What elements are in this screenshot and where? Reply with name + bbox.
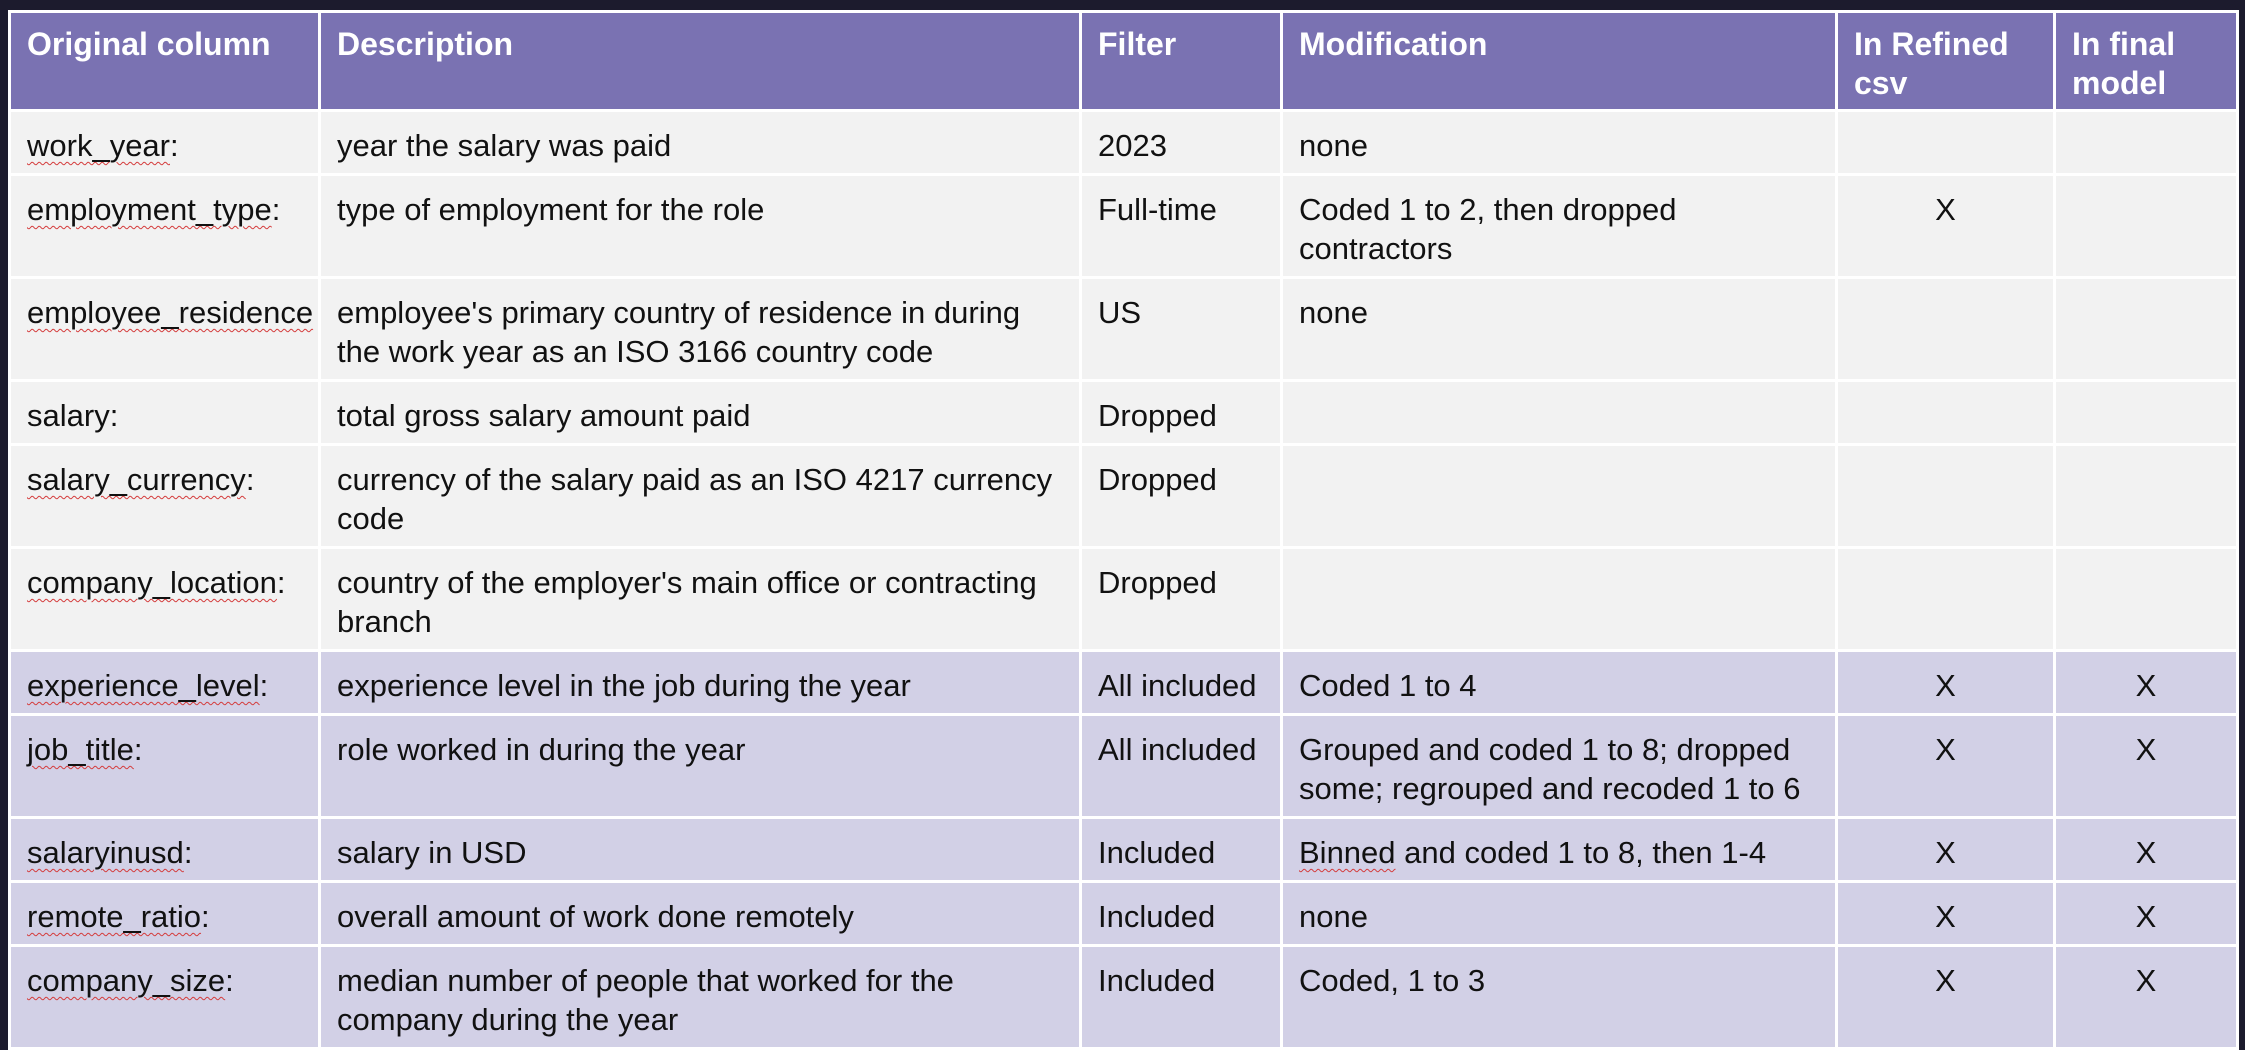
table-row [10,445,2238,548]
cell-column-name [10,651,320,715]
table-row [10,882,2238,946]
cell-modification [1282,651,1837,715]
table-row [10,175,2238,278]
cell-in-final-model [2055,278,2238,381]
header-in-refined-csv: In Refined csv [1837,12,2055,111]
table-row [10,651,2238,715]
header-original-column: Original column [10,12,320,111]
cell-modification [1282,818,1837,882]
cell-in-final-model: X [2055,651,2238,715]
cell-filter: 2023 [1081,111,1282,175]
table-row [10,111,2238,175]
cell-column-name [10,445,320,548]
cell-modification [1282,548,1837,651]
modification-text: none [1299,295,1368,330]
header-in-final-model: In final model [2055,12,2238,111]
modification-lead: Binned [1299,835,1396,870]
cell-modification [1282,882,1837,946]
data-dictionary-table [8,10,2239,1050]
cell-in-final-model [2055,548,2238,651]
cell-in-refined-csv [1837,381,2055,445]
column-name: company_size [27,963,226,998]
column-name: salary_currency [27,462,246,497]
cell-filter: US [1081,278,1282,381]
table-row [10,946,2238,1049]
column-name: employment_type [27,192,272,227]
cell-modification [1282,946,1837,1049]
cell-in-refined-csv: X [1837,175,2055,278]
cell-in-refined-csv [1837,111,2055,175]
header-filter: Filter [1081,12,1282,111]
cell-filter: All included [1081,651,1282,715]
table-row [10,381,2238,445]
column-suffix: : [271,192,281,227]
modification-text: none [1299,128,1368,163]
cell-description: currency of the salary paid as an ISO 4217 currency code [320,445,1081,548]
data-dictionary-slide [8,10,2236,1037]
cell-filter: Dropped [1081,381,1282,445]
cell-filter: Included [1081,946,1282,1049]
modification-text: Grouped and coded 1 to 8; dropped some; regrouped and recoded 1 to 6 [1299,732,1801,806]
cell-description: median number of people that worked for the company during the year [320,946,1081,1049]
column-suffix: : [245,462,255,497]
cell-column-name [10,946,320,1049]
cell-in-final-model: X [2055,882,2238,946]
cell-in-refined-csv: X [1837,651,2055,715]
cell-in-refined-csv [1837,278,2055,381]
header-row [10,12,2238,111]
cell-modification [1282,381,1837,445]
cell-description: country of the employer's main office or contracting branch [320,548,1081,651]
cell-column-name [10,175,320,278]
column-suffix: : [109,398,119,433]
column-name: employee_residence [27,295,314,330]
cell-modification [1282,111,1837,175]
table-row [10,548,2238,651]
cell-description: year the salary was paid [320,111,1081,175]
cell-in-final-model [2055,445,2238,548]
column-name: salary [27,398,110,433]
cell-modification [1282,175,1837,278]
cell-in-final-model: X [2055,818,2238,882]
column-name: experience_level [27,668,260,703]
cell-column-name [10,715,320,818]
cell-in-refined-csv: X [1837,946,2055,1049]
cell-description: type of employment for the role [320,175,1081,278]
column-name: job_title [27,732,134,767]
cell-description: role worked in during the year [320,715,1081,818]
cell-description: overall amount of work done remotely [320,882,1081,946]
cell-modification [1282,445,1837,548]
cell-filter: Dropped [1081,445,1282,548]
cell-in-refined-csv [1837,445,2055,548]
table-row [10,278,2238,381]
column-suffix: : [183,835,193,870]
table-row [10,715,2238,818]
cell-column-name [10,111,320,175]
cell-in-final-model: X [2055,715,2238,818]
cell-column-name [10,381,320,445]
header-description: Description [320,12,1081,111]
column-name: company_location [27,565,277,600]
cell-filter: Full-time [1081,175,1282,278]
column-suffix: : [201,899,210,934]
column-name: salaryinusd [27,835,184,870]
cell-in-refined-csv: X [1837,818,2055,882]
cell-column-name [10,278,320,381]
header-modification: Modification [1282,12,1837,111]
column-name: work_year [27,128,170,163]
cell-in-final-model [2055,111,2238,175]
cell-in-final-model [2055,175,2238,278]
cell-description: total gross salary amount paid [320,381,1081,445]
cell-in-final-model: X [2055,946,2238,1049]
column-suffix: : [259,668,269,703]
cell-modification [1282,715,1837,818]
cell-column-name [10,818,320,882]
modification-text: none [1299,899,1368,934]
cell-description: experience level in the job during the year [320,651,1081,715]
cell-in-refined-csv: X [1837,715,2055,818]
modification-text: Coded, 1 to 3 [1299,963,1486,998]
column-suffix: : [225,963,234,998]
column-suffix: : [170,128,179,163]
cell-column-name [10,548,320,651]
cell-modification [1282,278,1837,381]
column-name: remote_ratio [27,899,202,934]
cell-in-refined-csv: X [1837,882,2055,946]
cell-in-final-model [2055,381,2238,445]
modification-text: and coded 1 to 8, then 1-4 [1395,835,1767,870]
modification-text: Coded 1 to 2, then dropped contractors [1299,192,1677,266]
cell-filter: All included [1081,715,1282,818]
cell-column-name [10,882,320,946]
cell-filter: Included [1081,882,1282,946]
cell-description: salary in USD [320,818,1081,882]
modification-text: Coded 1 to 4 [1299,668,1477,703]
cell-filter: Included [1081,818,1282,882]
column-suffix: : [276,565,286,600]
cell-description: employee's primary country of residence in during the work year as an ISO 3166 country code [320,278,1081,381]
table-row [10,818,2238,882]
column-suffix: : [133,732,143,767]
cell-filter: Dropped [1081,548,1282,651]
cell-in-refined-csv [1837,548,2055,651]
